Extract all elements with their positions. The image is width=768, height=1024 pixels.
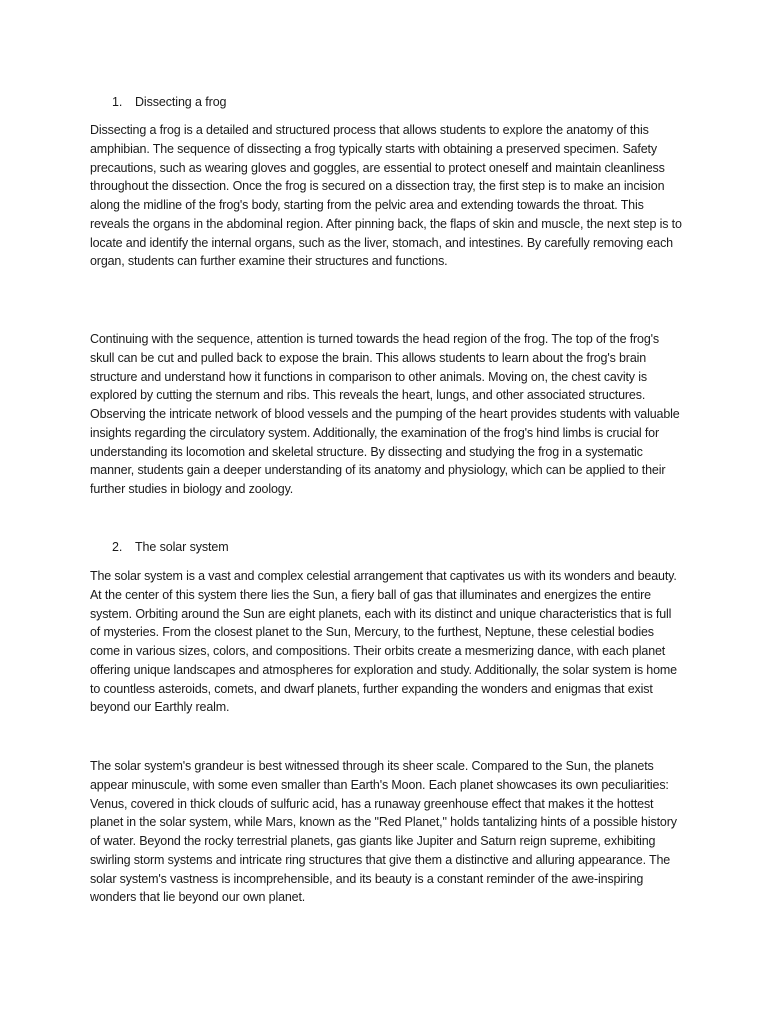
section-heading-dissecting-a-frog <box>112 93 226 111</box>
section-number: 2. <box>112 540 123 554</box>
paragraph: The solar system's grandeur is best witnessed through its sheer scale. Compared to the Sun, the planets appear minuscule, with some even smaller than Earth's Moon. Each planet showcases its own peculiarities: Venus, covered in thick clouds of sulfuric acid, has a runaway greenhouse effect that makes it the hottest planet in the solar system, while Mars, known as the "Red Planet," holds tantalizing hints of a possible history of water. Beyond the rocky terrestrial planets, gas giants like Jupiter and Saturn reign supreme, exhibiting swirling storm systems and intricate ring structures that give them a distinctive and alluring appearance. The solar system's vastness is incomprehensible, and its beauty is a constant reminder of the awe-inspiring wonders that lie beyond our own planet. <box>90 759 677 905</box>
section-title: Dissecting a frog <box>135 95 227 109</box>
section-heading-the-solar-system <box>112 538 229 556</box>
paragraph: Continuing with the sequence, attention is turned towards the head region of the frog. The top of the frog's skull can be cut and pulled back to expose the brain. This allows students to learn about the frog's brain structure and understand how it functions in comparison to other animals. Moving on, the chest cavity is explored by cutting the sternum and ribs. This reveals the heart, lungs, and other associated structures. Observing the intricate network of blood vessels and the pumping of the heart provides students with valuable insights regarding the circulatory system. Additionally, the examination of the frog's hind limbs is crucial for understanding its locomotion and skeletal structure. By dissecting and studying the frog in a systematic manner, students gain a deeper understanding of its anatomy and physiology, which can be applied to their further studies in biology and zoology. <box>90 332 680 496</box>
paragraph: The solar system is a vast and complex celestial arrangement that captivates us with its wonders and beauty. At the center of this system there lies the Sun, a fiery ball of gas that illuminates and energizes the entire system. Orbiting around the Sun are eight planets, each with its distinct and unique characteristics that is full of mysteries. From the closest planet to the Sun, Mercury, to the furthest, Neptune, these celestial bodies come in various sizes, colors, and compositions. Their orbits create a mesmerizing dance, with each planet offering unique landscapes and atmospheres for exploration and study. Additionally, the solar system is home to countless asteroids, comets, and dwarf planets, further expanding the wonders and enigmas that exist beyond our Earthly realm. <box>90 569 677 715</box>
paragraph: Dissecting a frog is a detailed and structured process that allows students to explore the anatomy of this amphibian. The sequence of dissecting a frog typically starts with obtaining a preserved specimen. Safety precautions, such as wearing gloves and goggles, are essential to protect oneself and maintain cleanliness throughout the dissection. Once the frog is secured on a dissection tray, the first step is to make an incision along the midline of the frog's body, starting from the pelvic area and extending towards the throat. This reveals the organs in the abdominal region. After pinning back, the flaps of skin and muscle, the next step is to locate and identify the internal organs, such as the liver, stomach, and intestines. By carefully removing each organ, students can further examine their structures and functions. <box>90 123 682 269</box>
section-number: 1. <box>112 95 123 109</box>
section-title: The solar system <box>135 540 229 554</box>
